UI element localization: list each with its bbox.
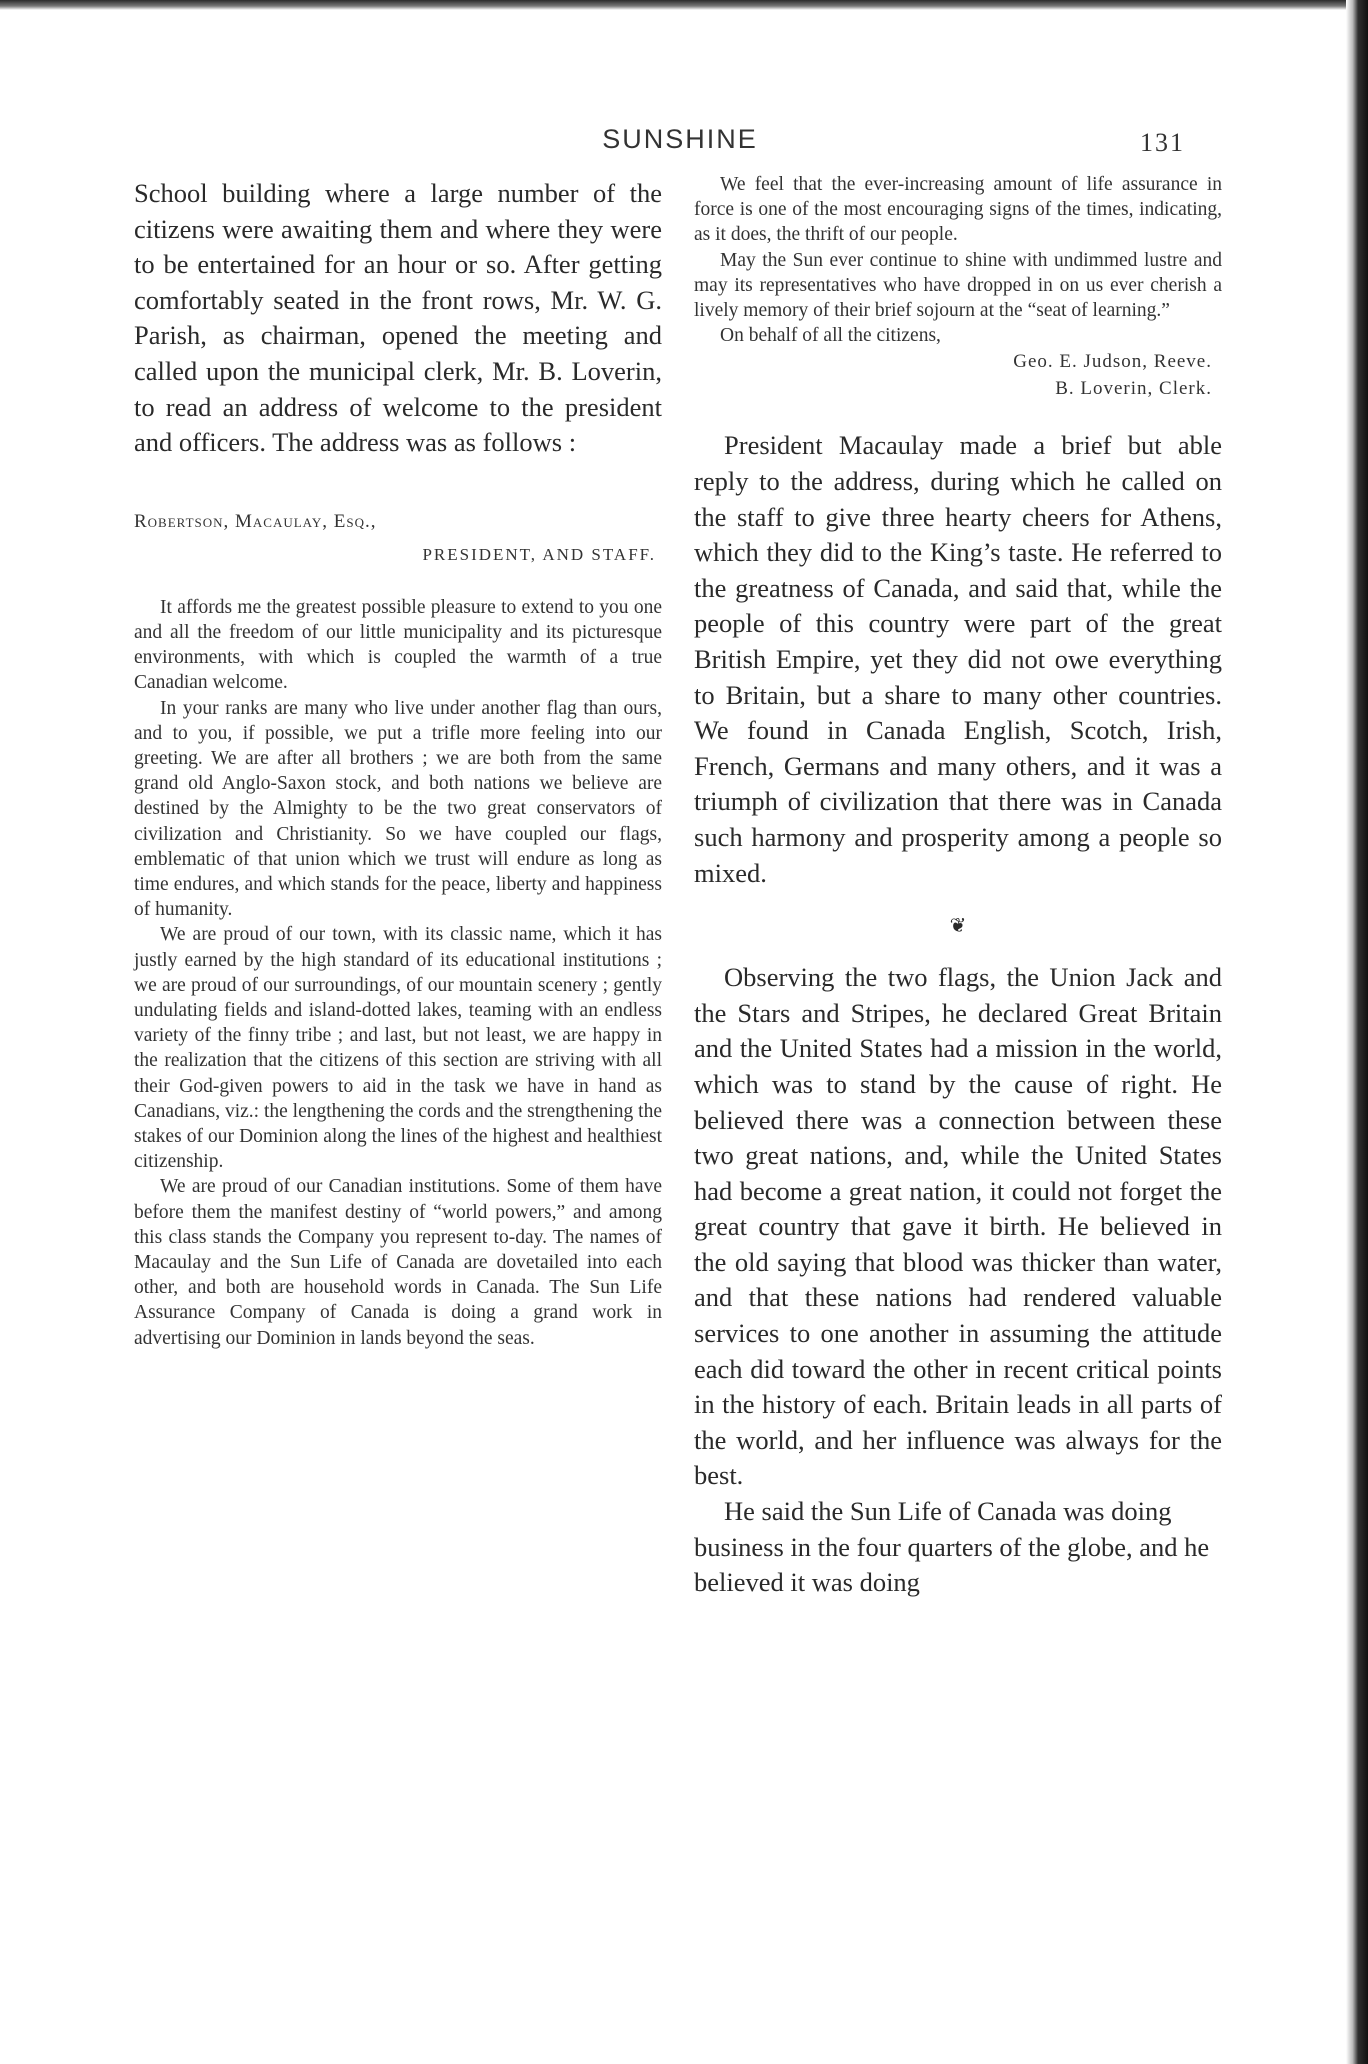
address-text-right <box>694 172 1222 323</box>
reply-paragraph: President Macaulay made a brief but able reply to the address, during which he called on the staff to give three hearty cheers for Athens, which they did to the King’s taste. He referred to the greatness of Canada, and said that, while the people of this country were part of the great British Empire, yet they did not owe everything to Britain, but a share to many other countries. We found in Canada English, Scotch, Irish, French, Germans and many others, and it was a triumph of civilization that there was in Canada such harmony and prosperity among a people so mixed. <box>694 430 1222 888</box>
signature-reeve: Geo. E. Judson, Reeve. <box>1013 351 1212 373</box>
page-number: 131 <box>1140 128 1185 157</box>
signature-clerk: B. Loverin, Clerk. <box>1055 378 1212 400</box>
intro-paragraph: School building where a large number of the citizens were awaiting them and where they were to be entertained for an hour or so. After getting comfortably seated in the front rows, Mr. W. G. Parish, as chairman, opened the meeting and called upon the municipal clerk, Mr. B. Loverin, to read an address of welcome to the president and officers. The address was as follows : <box>134 178 662 458</box>
address-paragraph: We are proud of our town, with its classic name, which it has justly earned by the high standard of its educational institutions ; we are proud of our surroundings, of our mountain scenery ; gently undulating fields and island-dotted lakes, teaming with an endless variety of the finny tribe ; and last, but not least, we are happy in the realization that the citizens of this section are striving with all their God-given powers to aid in the task we have in hand as Canadians, viz.: the lengthening the cords and the strengthening the stakes of our Dominion along the lines of the highest and healthiest citizenship. <box>134 924 662 1173</box>
final-text <box>694 960 1222 1601</box>
address-paragraph: We feel that the ever-increasing amount of life assurance in force is one of the most encouraging signs of the times, indicating, as it does, the thrift of our people. <box>694 174 1222 246</box>
address-paragraph: In your ranks are many who live under another flag than ours, and to you, if possible, we put a trifle more feeling into our greeting. We are after all brothers ; we are both from the same grand old Anglo-Saxon stock, and both nations we believe are destined by the Almighty to be the two great conservators of civilization and Christianity. So we have coupled our flags, emblematic of that union which we trust will endure as long as time endures, and which stands for the peace, liberty and happiness of humanity. <box>134 697 662 921</box>
address-paragraph: May the Sun ever continue to shine with undimmed lustre and may its representatives who have dropped in on us ever cherish a lively memory of their brief sojourn at the “seat of learning.” <box>694 249 1222 322</box>
salutation-line-1: Robertson, Macaulay, Esq., <box>134 510 377 532</box>
salutation-line-2: PRESIDENT, AND STAFF. <box>422 544 656 564</box>
left-column <box>134 176 662 1351</box>
reply-text <box>694 428 1222 891</box>
address-closing: On behalf of all the citizens, <box>720 325 941 347</box>
address-text-left <box>134 595 662 1351</box>
address-paragraph: We are proud of our Canadian institutions. Some of them have before them the manifest destiny of “world powers,” and among this class stands the Company you represent to-day. The names of Macaulay and the Sun Life of Canada are dovetailed into each other, and both are household words in Canada. The Sun Life Assurance Company of Canada is doing a grand work in advertising our Dominion in lands beyond the seas. <box>134 1176 662 1349</box>
right-column <box>694 172 1222 1601</box>
intro-text <box>134 176 662 461</box>
section-ornament: ❦ <box>949 915 967 938</box>
body-paragraph: He said the Sun Life of Canada was doing business in the four quarters of the globe, and he believed it was doing <box>694 1496 1210 1598</box>
address-paragraph: It affords me the greatest possible pleasure to extend to you one and all the freedom of our little municipality and its picturesque environments, with which is coupled the warmth of a true Canadian welcome. <box>134 596 662 694</box>
body-paragraph: Observing the two flags, the Union Jack and the Stars and Stripes, he declared Great Britain and the United States had a mission in the world, which was to stand by the cause of right. He believed there was a connection between these two great nations, and, while the United States had become a great nation, it could not forget the great country that gave it birth. He believed in the old saying that blood was thicker than water, and that these nations had rendered valuable services to one another in assuming the attitude each did toward the other in recent critical points in the history of each. Britain leads in all parts of the world, and her influence was always for the best. <box>694 962 1222 1491</box>
running-header: SUNSHINE <box>602 124 758 154</box>
